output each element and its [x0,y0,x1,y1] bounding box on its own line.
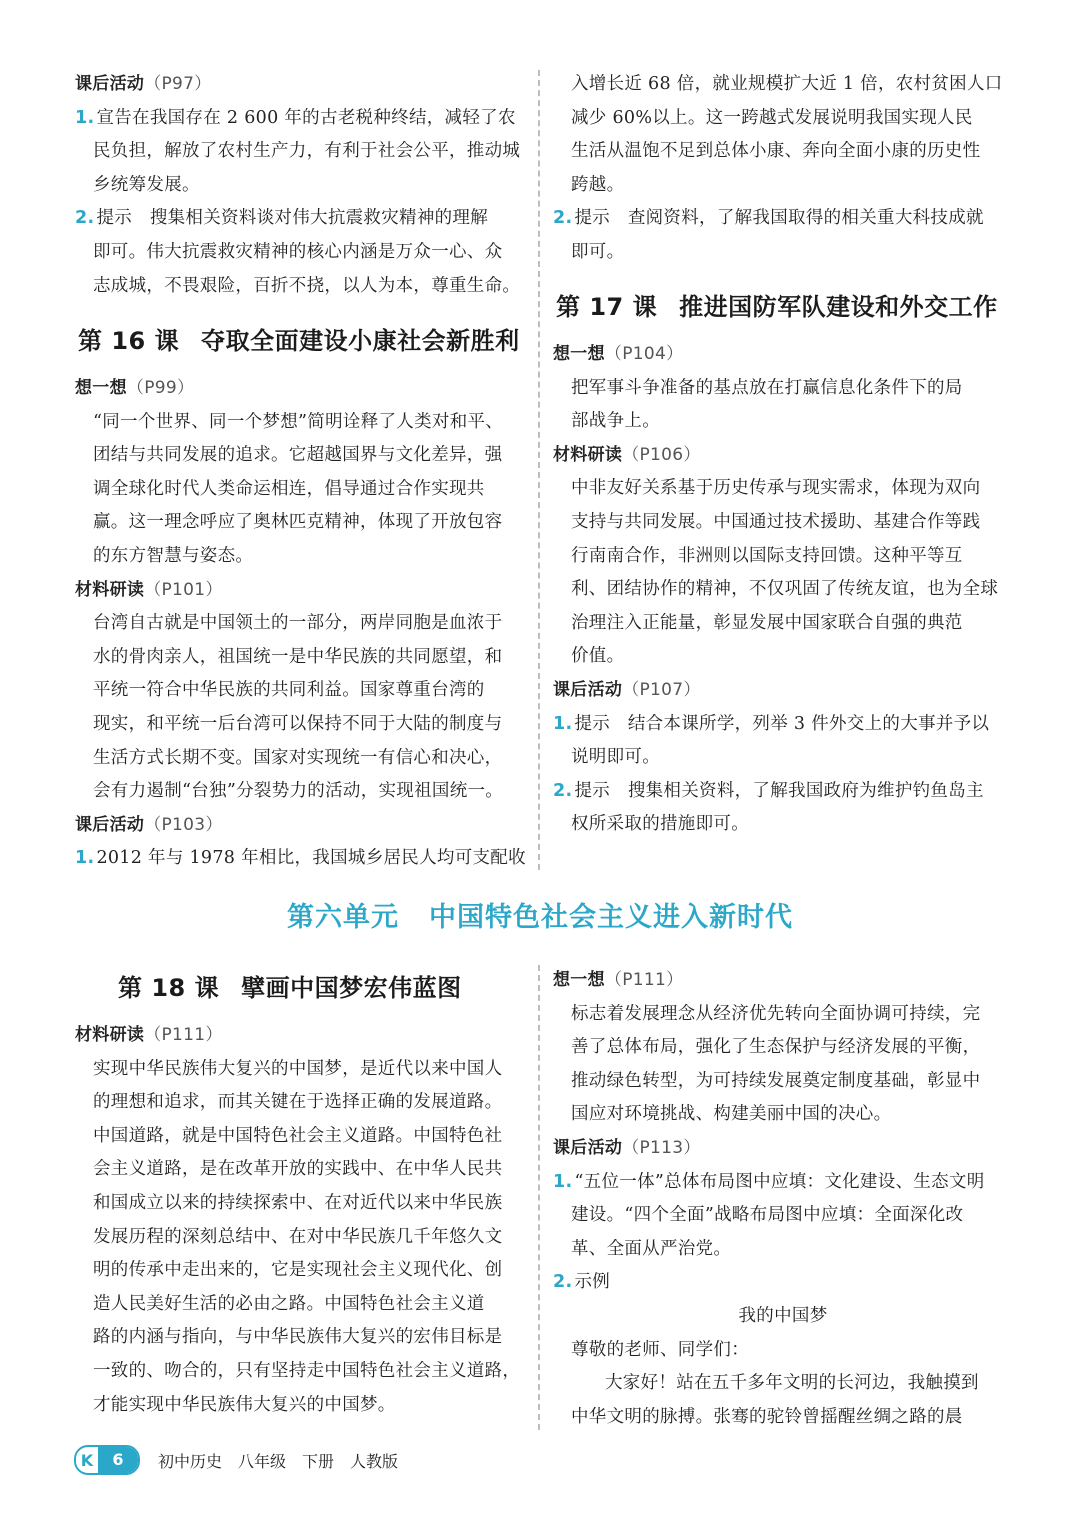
section-label: 课后活动 [553,1138,623,1158]
lesson-16-number: 第 16 课 [78,327,180,355]
item-text: 提示 搜集相关资料谈对伟大抗震救灾精神的理解 [96,208,489,229]
item-number: 1. [553,713,573,734]
text-line: 支持与共同发展。中国通过技术援助、基建合作等践 [571,512,981,532]
item-text: 提示 结合本课所学，列举 3 件外交上的大事并予以 [574,713,990,734]
section-heading [75,67,212,101]
section-heading [75,1018,223,1052]
text-line: 的理想和追求，而其关键在于选择正确的发展道路。 [93,1092,503,1113]
text-line: 入增长近 68 倍，就业规模扩大近 1 倍，农村贫困人口 [571,74,1003,94]
list-item [553,1165,985,1199]
text-line: 行南南合作，非洲则以国际支持回馈。这种平等互 [571,545,963,566]
text-line: 和国成立以来的持续探索中、在对近代以来中华民族 [93,1193,503,1213]
section-page-ref: （P101） [144,579,223,600]
footer-volume: 下册 [302,1451,335,1471]
footer-subject: 初中历史 [158,1451,223,1471]
text-line: 中非友好关系基于历史传承与现实需求，体现为双向 [571,478,981,499]
text-line: 乡统筹发展。 [93,174,200,195]
text-line: 生活从温饱不足到总体小康、奔向全面小康的历史性 [571,141,981,162]
list-item [75,841,526,875]
page-number: 6 [98,1447,138,1473]
item-text: 示例 [574,1272,611,1293]
text-line: “同一个世界、同一个梦想”简明诠释了人类对和平、 [93,411,504,432]
section-page-ref: （P113） [622,1138,701,1158]
page-footer [74,1446,398,1474]
item-number: 2. [553,208,573,229]
lesson-18-title: 擘画中国梦宏伟蓝图 [241,974,462,1002]
item-text: 宣告在我国存在 2 600 年的古老税种终结，减轻了农 [96,107,516,128]
text-line: 志成城，不畏艰险，百折不挠，以人为本，尊重生命。 [93,275,521,296]
item-number: 1. [75,107,95,128]
text-line: 即可。 [571,242,625,262]
text-line: 民负担，解放了农村生产力，有利于社会公平，推动城 [93,141,521,162]
text-line: 大家好！站在五千多年文明的长河边，我触摸到 [605,1373,979,1394]
list-item [553,201,984,235]
lesson-17-title: 推进国防军队建设和外交工作 [679,293,998,321]
section-label: 课后活动 [75,74,145,94]
section-label: 课后活动 [553,680,623,700]
section-label: 课后活动 [75,814,145,835]
text-line: 台湾自古就是中国领土的一部分，两岸同胞是血浓于 [93,613,503,634]
section-page-ref: （P111） [144,1025,223,1045]
text-line: 推动绿色转型，为可持续发展奠定制度基础，彰显中 [571,1070,981,1091]
list-item [75,201,488,235]
item-number: 2. [75,208,95,229]
lesson-17-heading [556,287,998,322]
speech-title: 我的中国梦 [738,1306,828,1326]
text-line: 把军事斗争准备的基点放在打赢信息化条件下的局 [571,377,963,398]
text-line: 跨越。 [571,174,625,195]
text-line: 建设。“四个全面”战略布局图中应填：全面深化改 [571,1205,964,1226]
text-line: 生活方式长期不变。国家对实现统一有信心和决心， [93,747,503,768]
footer-edition: 人教版 [350,1451,399,1471]
section-label: 材料研读 [75,579,145,600]
text-line: 路的内涵与指向，与中华民族伟大复兴的宏伟目标是 [93,1327,503,1348]
text-line: 国应对环境挑战、构建美丽中国的决心。 [571,1104,892,1125]
section-page-ref: （P97） [144,74,212,94]
list-item [553,1265,610,1299]
text-line: 革、全面从严治党。 [571,1238,732,1259]
section-heading [553,1131,701,1165]
text-line: 治理注入正能量，彰显发展中国家联合自强的典范 [571,612,963,633]
text-line: 发展历程的深刻总结中、在对中华民族几千年悠久文 [93,1226,503,1247]
lesson-18-heading [118,968,462,1003]
section-page-ref: （P111） [604,970,684,990]
item-text: 提示 查阅资料，了解我国取得的相关重大科技成就 [574,208,984,229]
section-page-ref: （P99） [126,378,195,398]
section-heading [75,808,223,842]
section-label: 材料研读 [553,444,623,465]
item-text: 2012 年与 1978 年相比，我国城乡居民人均可支配收 [96,848,526,869]
item-text: “五位一体”总体布局图中应填：文化建设、生态文明 [574,1171,985,1192]
item-number: 1. [553,1171,573,1192]
page-badge [74,1445,140,1475]
unit-title: 中国特色社会主义进入新时代 [429,902,793,933]
text-line: 调全球化时代人类命运相连，倡导通过合作实现共 [93,478,485,499]
text-line: 赢。这一理念呼应了奥林匹克精神，体现了开放包容 [93,512,503,533]
section-page-ref: （P106） [622,444,701,465]
item-number: 2. [553,780,573,801]
section-label: 想一想 [553,970,605,990]
section-page-ref: （P103） [144,814,223,835]
section-heading [553,963,683,997]
text-line: 标志着发展理念从经济优先转向全面协调可持续，完 [571,1003,981,1024]
section-page-ref: （P107） [622,680,701,700]
text-line: 现实，和平统一后台湾可以保持不同于大陆的制度与 [93,714,503,734]
text-line: 才能实现中华民族伟大复兴的中国梦。 [93,1394,396,1415]
section-heading [553,438,701,472]
section-label: 材料研读 [75,1025,145,1045]
section-heading [75,371,194,405]
text-line: 即可。伟大抗震救灾精神的核心内涵是万众一心、众 [93,242,503,262]
text-line: 会有力遏制“台独”分裂势力的活动，实现祖国统一。 [93,781,504,802]
section-label: 想一想 [553,344,605,364]
text-line: 实现中华民族伟大复兴的中国梦，是近代以来中国人 [93,1058,503,1079]
section-heading [553,337,683,371]
text-line: 中华文明的脉搏。张骞的驼铃曾摇醒丝绸之路的晨 [571,1406,963,1427]
list-item [553,774,984,808]
item-number: 1. [75,848,95,869]
text-line: 尊敬的老师、同学们： [571,1339,749,1360]
unit-number: 第六单元 [287,902,399,933]
unit-heading [0,895,1080,934]
list-item [75,101,516,135]
section-heading [75,573,223,607]
text-line: 减少 60%以上。这一跨越式发展说明我国实现人民 [571,107,973,128]
text-line: 部战争上。 [571,411,660,432]
footer-grade: 八年级 [238,1451,287,1471]
section-heading [553,673,701,707]
k-logo-icon: K [76,1451,98,1470]
lesson-16-heading [78,321,520,356]
text-line: 说明即可。 [571,747,660,768]
item-text: 提示 搜集相关资料，了解我国政府为维护钓鱼岛主 [574,780,984,801]
text-line: 权所采取的措施即可。 [571,814,749,835]
lesson-18-number: 第 18 课 [118,974,220,1002]
text-line: 造人民美好生活的必由之路。中国特色社会主义道 [93,1293,485,1314]
text-line: 中国道路，就是中国特色社会主义道路。中国特色社 [93,1125,503,1146]
text-line: 价值。 [571,646,625,667]
section-label: 想一想 [75,378,127,398]
lesson-16-title: 夺取全面建设小康社会新胜利 [201,327,520,355]
text-line: 水的骨肉亲人，祖国统一是中华民族的共同愿望，和 [93,646,503,667]
column-divider-bottom [538,965,540,1430]
text-line: 利、团结协作的精神，不仅巩固了传统友谊，也为全球 [571,579,999,600]
item-number: 2. [553,1272,573,1293]
column-divider-top [538,70,540,870]
text-line: 团结与共同发展的追求。它超越国界与文化差异，强 [93,445,503,466]
text-line: 善了总体布局，强化了生态保护与经济发展的平衡， [571,1037,981,1058]
text-line: 的东方智慧与姿态。 [93,546,254,566]
list-item [553,707,989,741]
text-line: 明的传承中走出来的，它是实现社会主义现代化、创 [93,1260,503,1281]
section-page-ref: （P104） [604,344,684,364]
text-line: 平统一符合中华民族的共同利益。国家尊重台湾的 [93,680,485,701]
text-line: 会主义道路，是在改革开放的实践中、在中华人民共 [93,1159,503,1180]
text-line: 一致的、吻合的，只有坚持走中国特色社会主义道路， [93,1361,521,1381]
lesson-17-number: 第 17 课 [556,293,658,321]
